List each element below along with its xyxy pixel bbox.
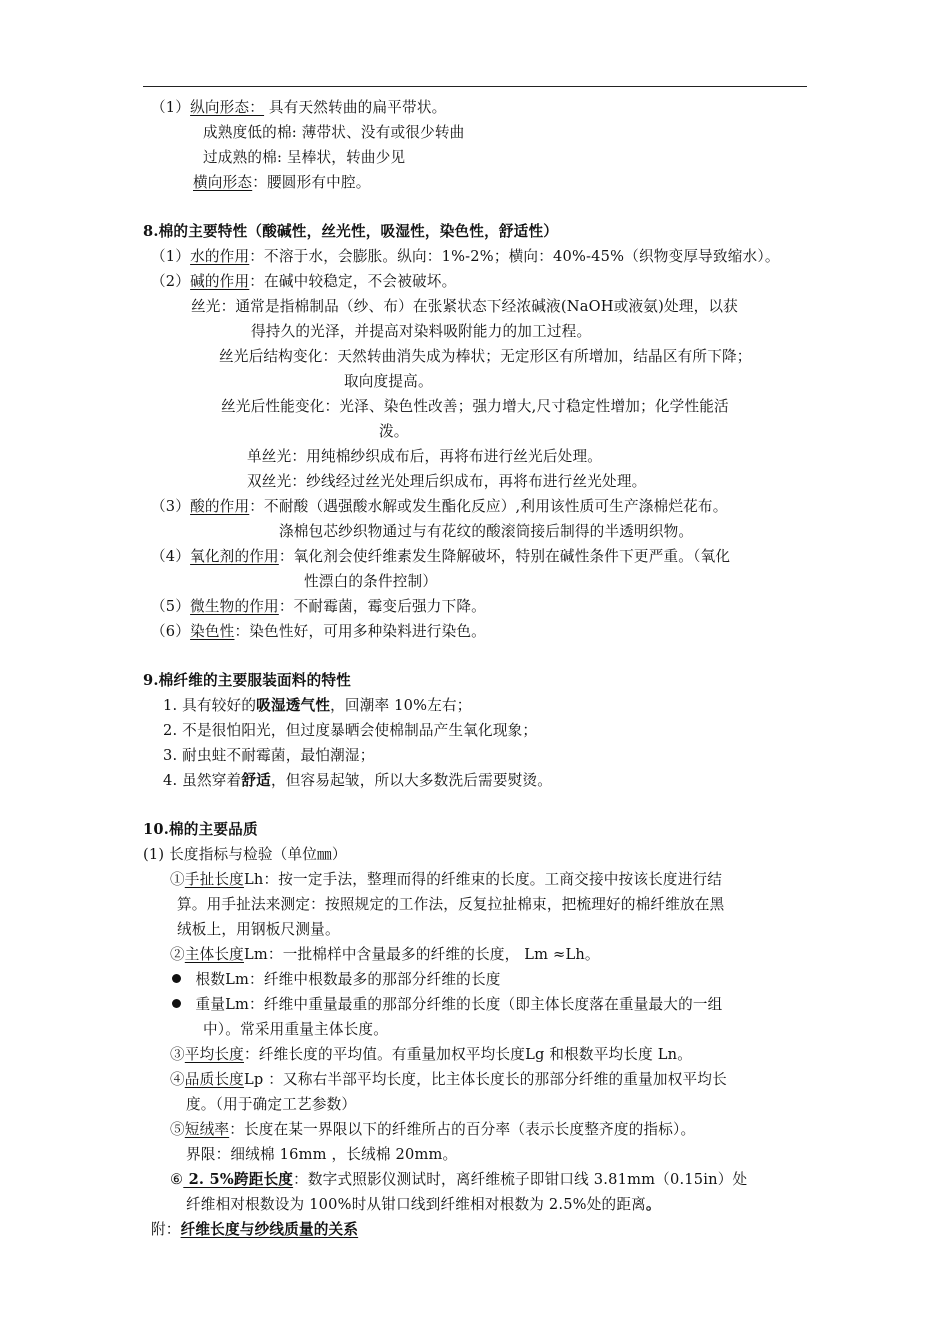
acid-effect-cont: 涤棉包芯纱织物通过与有花纹的酸滚筒接后制得的半透明织物。 <box>279 523 694 540</box>
low-maturity-line: 成熟度低的棉: 薄带状、没有或很少转曲 <box>203 124 465 141</box>
over-maturity-line: 过成熟的棉: 呈棒状，转曲少见 <box>203 149 406 166</box>
short-fiber-rate-cont: 界限：细绒棉 16mm ，长绒棉 20mm。 <box>186 1146 458 1163</box>
water-effect-label: 水的作用 <box>190 248 250 265</box>
oxidant-effect-cont: 性漂白的条件控制） <box>304 573 438 590</box>
quality-length-line: ④品质长度Lp ：又称右半部平均长度，比主体长度长的那部分纤维的重量加权平均长 <box>170 1071 727 1088</box>
span-length-label: 2. 5%跨距长度 <box>183 1171 294 1188</box>
double-mercerization: 双丝光：纱线经过丝光处理后织成布，再将布进行丝光处理。 <box>247 473 647 490</box>
average-length-label: 平均长度 <box>184 1046 244 1063</box>
list-item: 4. 虽然穿着舒适，但容易起皱，所以大多数洗后需要熨烫。 <box>163 772 553 789</box>
cross-section-label: 横向形态 <box>193 174 253 191</box>
bullet-item-cont: 中）。常采用重量主体长度。 <box>203 1021 389 1038</box>
mercerization-performance-cont: 泼。 <box>379 423 409 440</box>
section-10-title: 10.棉的主要品质 <box>143 821 258 838</box>
appendix-title: 纤维长度与纱线质量的关系 <box>180 1221 359 1238</box>
short-fiber-rate-line: ⑤短绒率：长度在某一界限以下的纤维所占的百分率（表示长度整齐度的指标）。 <box>170 1121 696 1138</box>
header-rule <box>143 86 807 87</box>
mercerization-definition-cont: 得持久的光泽，并提高对染料吸附能力的加工过程。 <box>251 323 592 340</box>
section-9-title: 9.棉纤维的主要服装面料的特性 <box>143 672 351 689</box>
main-length-label: 主体长度 <box>184 946 244 963</box>
longitudinal-form-label: 纵向形态： <box>190 99 265 116</box>
bullet-item: 根数Lm：纤维中根数最多的那部分纤维的长度 <box>172 968 501 992</box>
dyeability-line: （6）染色性：染色性好，可用多种染料进行染色。 <box>151 623 486 640</box>
mercerization-performance: 丝光后性能变化：光泽、染色性改善；强力增大,尺寸稳定性增加；化学性能活 <box>221 398 729 415</box>
list-item: 2. 不是很怕阳光，但过度暴晒会使棉制品产生氧化现象； <box>163 722 538 739</box>
water-effect-line: （1）水的作用：不溶于水，会膨胀。纵向：1%-2%；横向：40%-45%（织物变厚导致缩水）。 <box>151 248 780 265</box>
section-8-title: 8.棉的主要特性（酸碱性，丝光性，吸湿性，染色性，舒适性） <box>143 223 559 240</box>
length-index-subtitle: (1) 长度指标与检验（单位㎜） <box>143 846 347 863</box>
average-length-line: ③平均长度：纤维长度的平均值。有重量加权平均长度Lg 和根数平均长度 Ln。 <box>170 1046 693 1063</box>
longitudinal-form-line: （1）纵向形态： 具有天然转曲的扁平带状。 <box>151 99 447 116</box>
mercerization-definition: 丝光：通常是指棉制品（纱、布）在张紧状态下经浓碱液(NaOH或液氨)处理，以获 <box>191 298 738 315</box>
hand-pull-length-cont: 算。用手扯法来测定：按照规定的工作法，反复拉扯棉束，把梳理好的棉纤维放在黑 <box>177 896 725 913</box>
hand-pull-length-cont: 绒板上，用钢板尺测量。 <box>177 921 340 938</box>
microbe-effect-label: 微生物的作用 <box>190 598 279 615</box>
span-length-line: ⑥ 2. 5%跨距长度：数字式照影仪测试时，离纤维梳子即钳口线 3.81mm（0.15in）处 <box>170 1171 748 1188</box>
mercerization-structure-cont: 取向度提高。 <box>344 373 433 390</box>
bullet-icon <box>172 999 181 1008</box>
oxidant-effect-line: （4）氧化剂的作用：氧化剂会使纤维素发生降解破坏，特别在碱性条件下更严重。（氧化 <box>151 548 731 565</box>
acid-effect-label: 酸的作用 <box>190 498 250 515</box>
list-item: 1. 具有较好的吸湿透气性，回潮率 10%左右； <box>163 697 472 714</box>
quality-length-label: 品质长度 <box>184 1071 244 1088</box>
acid-effect-line: （3）酸的作用：不耐酸（遇强酸水解或发生酯化反应）,利用该性质可生产涤棉烂花布。 <box>151 498 728 515</box>
hand-pull-length-label: 手扯长度 <box>184 871 244 888</box>
quality-length-cont: 度。（用于确定工艺参数） <box>186 1096 357 1113</box>
short-fiber-rate-label: 短绒率 <box>184 1121 230 1138</box>
single-mercerization: 单丝光：用纯棉纱织成布后，再将布进行丝光后处理。 <box>247 448 603 465</box>
bullet-item: 重量Lm：纤维中重量最重的那部分纤维的长度（即主体长度落在重量最大的一组 <box>172 993 722 1017</box>
span-length-cont: 纤维相对根数设为 100%时从钳口线到纤维相对根数为 2.5%处的距离。 <box>186 1196 661 1213</box>
cross-section-line: 横向形态：腰圆形有中腔。 <box>193 174 371 191</box>
oxidant-effect-label: 氧化剂的作用 <box>190 548 279 565</box>
appendix-line: 附：纤维长度与纱线质量的关系 <box>151 1221 359 1238</box>
microbe-effect-line: （5）微生物的作用：不耐霉菌，霉变后强力下降。 <box>151 598 486 615</box>
dyeability-label: 染色性 <box>190 623 235 640</box>
alkali-effect-line: （2）碱的作用：在碱中较稳定，不会被破坏。 <box>151 273 457 290</box>
hand-pull-length-line: ①手扯长度Lh：按一定手法，整理而得的纤维束的长度。工商交接中按该长度进行结 <box>170 871 723 888</box>
bullet-icon <box>172 974 181 983</box>
list-item: 3. 耐虫蛀不耐霉菌，最怕潮湿； <box>163 747 375 764</box>
main-length-line: ②主体长度Lm：一批棉样中含量最多的纤维的长度， Lm ≈Lh。 <box>170 946 600 963</box>
alkali-effect-label: 碱的作用 <box>190 273 250 290</box>
mercerization-structure: 丝光后结构变化：天然转曲消失成为棒状；无定形区有所增加，结晶区有所下降； <box>219 348 752 365</box>
